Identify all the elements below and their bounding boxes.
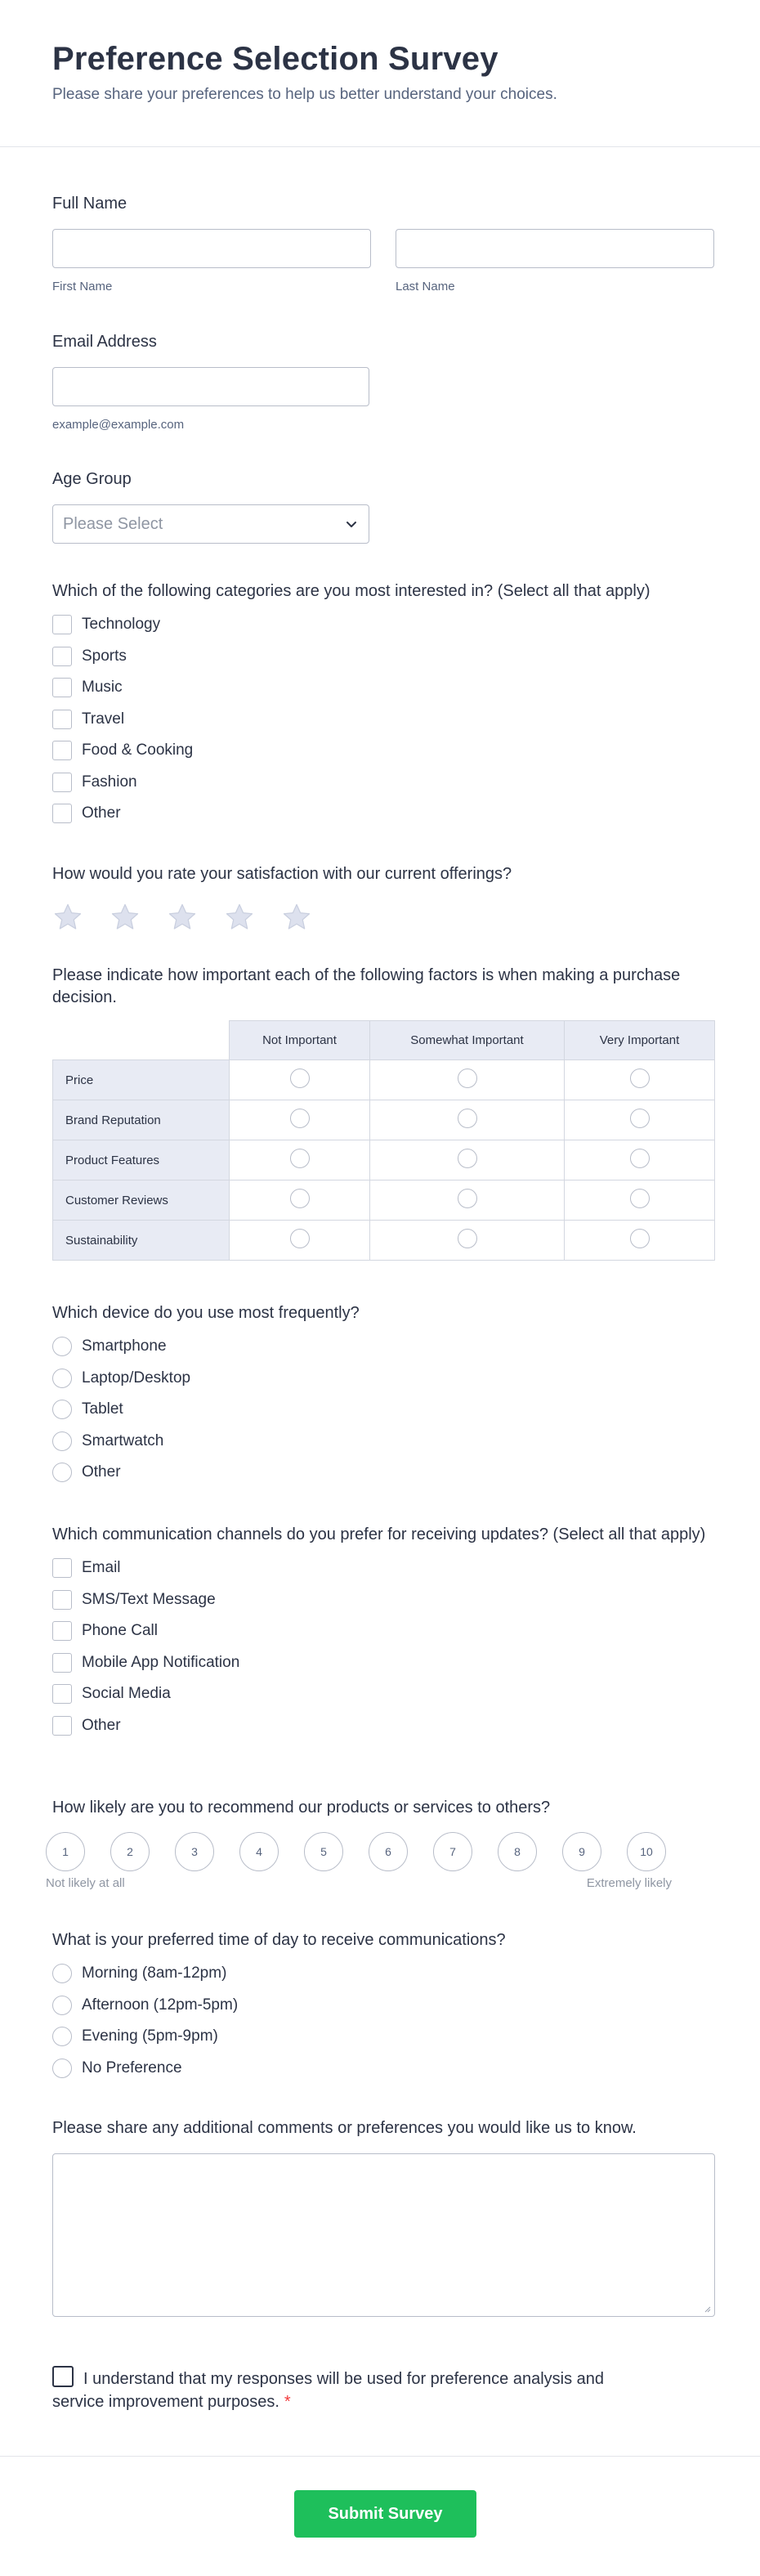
matrix-row <box>53 1060 715 1100</box>
scale-option[interactable]: 3 <box>175 1832 214 1871</box>
last-name-input[interactable] <box>396 229 714 268</box>
channel-option[interactable]: Mobile App Notification <box>52 1647 716 1679</box>
checkbox[interactable] <box>52 1621 72 1641</box>
scale-option[interactable]: 7 <box>433 1832 472 1871</box>
comments-field <box>52 2117 716 2317</box>
matrix-radio[interactable] <box>290 1068 310 1088</box>
matrix-column-header: Somewhat Important <box>370 1021 565 1060</box>
star-icon[interactable] <box>52 902 83 933</box>
scale-option[interactable]: 2 <box>110 1832 150 1871</box>
checkbox[interactable] <box>52 615 72 634</box>
radio[interactable] <box>52 1463 72 1482</box>
scale-option[interactable]: 8 <box>498 1832 537 1871</box>
last-name-sublabel: Last Name <box>396 280 455 293</box>
matrix-row-label: Price <box>53 1060 230 1100</box>
first-name-input[interactable] <box>52 229 371 268</box>
interest-option[interactable]: Technology <box>52 609 716 641</box>
radio[interactable] <box>52 1337 72 1356</box>
scale-option[interactable]: 1 <box>46 1832 85 1871</box>
channel-option[interactable]: Phone Call <box>52 1615 716 1647</box>
interest-option[interactable]: Sports <box>52 641 716 673</box>
checkbox[interactable] <box>52 741 72 760</box>
importance-label: Please indicate how important each of the following factors is when making a purchase decision. <box>52 966 681 1006</box>
matrix-row-label: Sustainability <box>53 1221 230 1261</box>
matrix-column-header: Very Important <box>565 1021 715 1060</box>
matrix-radio[interactable] <box>458 1189 477 1208</box>
channels-options <box>52 1552 716 1741</box>
radio[interactable] <box>52 1431 72 1451</box>
scale-option[interactable]: 6 <box>369 1832 408 1871</box>
comments-textarea[interactable] <box>52 2153 715 2317</box>
matrix-row <box>53 1100 715 1140</box>
interest-option[interactable]: Other <box>52 798 716 830</box>
time-option[interactable]: Evening (5pm-9pm) <box>52 2021 716 2053</box>
consent-field <box>52 2366 646 2413</box>
email-field <box>52 331 716 432</box>
recommend-label: How likely are you to recommend our products or services to others? <box>52 1799 551 1817</box>
radio[interactable] <box>52 2027 72 2046</box>
chevron-down-icon <box>344 517 359 531</box>
checkbox[interactable] <box>52 1590 72 1610</box>
matrix-radio[interactable] <box>630 1189 650 1208</box>
page-subtitle: Please share your preferences to help us better understand your choices. <box>52 86 557 103</box>
matrix-radio[interactable] <box>630 1068 650 1088</box>
interest-option[interactable]: Music <box>52 672 716 704</box>
checkbox[interactable] <box>52 678 72 697</box>
age-group-select[interactable] <box>52 504 369 544</box>
radio[interactable] <box>52 1964 72 1983</box>
device-options <box>52 1331 716 1489</box>
star-icon[interactable] <box>110 902 141 933</box>
matrix-radio[interactable] <box>290 1189 310 1208</box>
resize-grip-icon[interactable] <box>703 2305 711 2313</box>
age-group-selected: Please Select <box>63 515 163 533</box>
star-icon[interactable] <box>281 902 312 933</box>
channel-option[interactable]: SMS/Text Message <box>52 1584 716 1616</box>
radio[interactable] <box>52 1996 72 2015</box>
checkbox[interactable] <box>52 804 72 823</box>
matrix-row <box>53 1140 715 1180</box>
device-option[interactable]: Other <box>52 1457 716 1489</box>
email-input[interactable] <box>52 367 369 406</box>
recommend-field <box>46 1797 716 1890</box>
time-option[interactable]: No Preference <box>52 2053 716 2085</box>
importance-field <box>52 965 716 1261</box>
full-name-field <box>52 193 716 293</box>
age-group-field <box>52 468 716 544</box>
device-option[interactable]: Laptop/Desktop <box>52 1363 716 1395</box>
matrix-column-header: Not Important <box>230 1021 370 1060</box>
consent-text: I understand that my responses will be used for preference analysis and service improvement purposes. <box>52 2370 605 2411</box>
full-name-label: Full Name <box>52 195 127 213</box>
channel-option[interactable]: Email <box>52 1552 716 1584</box>
form-header <box>0 0 760 147</box>
channels-label: Which communication channels do you prefer for receiving updates? (Select all that apply) <box>52 1525 706 1543</box>
star-icon[interactable] <box>167 902 198 933</box>
time-option[interactable]: Afternoon (12pm-5pm) <box>52 1990 716 2022</box>
channel-option[interactable]: Social Media <box>52 1678 716 1710</box>
radio[interactable] <box>52 1369 72 1388</box>
device-option[interactable]: Smartwatch <box>52 1426 716 1458</box>
matrix-row-label: Product Features <box>53 1140 230 1180</box>
device-option[interactable]: Smartphone <box>52 1331 716 1363</box>
time-of-day-field <box>52 1929 716 2084</box>
matrix-radio[interactable] <box>458 1229 477 1248</box>
time-option[interactable]: Morning (8am-12pm) <box>52 1958 716 1990</box>
interests-field <box>52 580 716 830</box>
star-rating <box>52 902 716 933</box>
matrix-radio[interactable] <box>630 1109 650 1128</box>
matrix-radio[interactable] <box>458 1109 477 1128</box>
matrix-radio[interactable] <box>458 1068 477 1088</box>
interest-option[interactable]: Food & Cooking <box>52 735 716 767</box>
scale-option[interactable]: 5 <box>304 1832 343 1871</box>
channels-field <box>52 1524 716 1741</box>
page-title: Preference Selection Survey <box>52 41 498 77</box>
checkbox[interactable] <box>52 1653 72 1673</box>
scale-option[interactable]: 9 <box>562 1832 601 1871</box>
recommend-scale <box>46 1832 716 1871</box>
email-label: Email Address <box>52 333 157 351</box>
matrix-radio[interactable] <box>458 1149 477 1168</box>
radio[interactable] <box>52 2059 72 2078</box>
matrix-radio[interactable] <box>290 1149 310 1168</box>
satisfaction-field <box>52 863 716 933</box>
required-mark: * <box>284 2393 291 2411</box>
checkbox[interactable] <box>52 773 72 792</box>
channel-option[interactable]: Other <box>52 1710 716 1742</box>
scale-option[interactable]: 10 <box>627 1832 666 1871</box>
matrix-row-label: Brand Reputation <box>53 1100 230 1140</box>
time-of-day-options <box>52 1958 716 2084</box>
matrix-radio[interactable] <box>290 1229 310 1248</box>
checkbox[interactable] <box>52 647 72 666</box>
matrix-row <box>53 1221 715 1261</box>
checkbox[interactable] <box>52 1684 72 1704</box>
matrix-row <box>53 1180 715 1221</box>
submit-button[interactable]: Submit Survey <box>294 2490 476 2538</box>
scale-low-label: Not likely at all <box>46 1876 125 1890</box>
interest-option[interactable]: Travel <box>52 704 716 736</box>
star-icon[interactable] <box>224 902 255 933</box>
interests-options <box>52 609 716 830</box>
matrix-radio[interactable] <box>290 1109 310 1128</box>
scale-high-label: Extremely likely <box>586 1876 672 1890</box>
interest-option[interactable]: Fashion <box>52 767 716 799</box>
matrix-radio[interactable] <box>630 1149 650 1168</box>
radio[interactable] <box>52 1400 72 1419</box>
email-sublabel: example@example.com <box>52 418 185 432</box>
age-group-label: Age Group <box>52 470 132 488</box>
matrix-row-label: Customer Reviews <box>53 1180 230 1221</box>
satisfaction-label: How would you rate your satisfaction with our current offerings? <box>52 865 512 883</box>
device-option[interactable]: Tablet <box>52 1394 716 1426</box>
matrix-radio[interactable] <box>630 1229 650 1248</box>
device-field <box>52 1302 716 1489</box>
interests-label: Which of the following categories are you most interested in? (Select all that apply) <box>52 582 650 600</box>
scale-option[interactable]: 4 <box>239 1832 279 1871</box>
time-of-day-label: What is your preferred time of day to receive communications? <box>52 1931 506 1949</box>
comments-label: Please share any additional comments or preferences you would like us to know. <box>52 2119 637 2137</box>
consent-checkbox[interactable] <box>52 2366 74 2387</box>
device-label: Which device do you use most frequently? <box>52 1304 360 1322</box>
importance-matrix <box>52 1020 715 1261</box>
matrix-corner <box>53 1021 230 1060</box>
scale-labels <box>46 1876 672 1890</box>
checkbox[interactable] <box>52 1716 72 1736</box>
first-name-sublabel: First Name <box>52 280 113 293</box>
form-footer-divider <box>0 2456 760 2457</box>
checkbox[interactable] <box>52 710 72 729</box>
checkbox[interactable] <box>52 1558 72 1578</box>
